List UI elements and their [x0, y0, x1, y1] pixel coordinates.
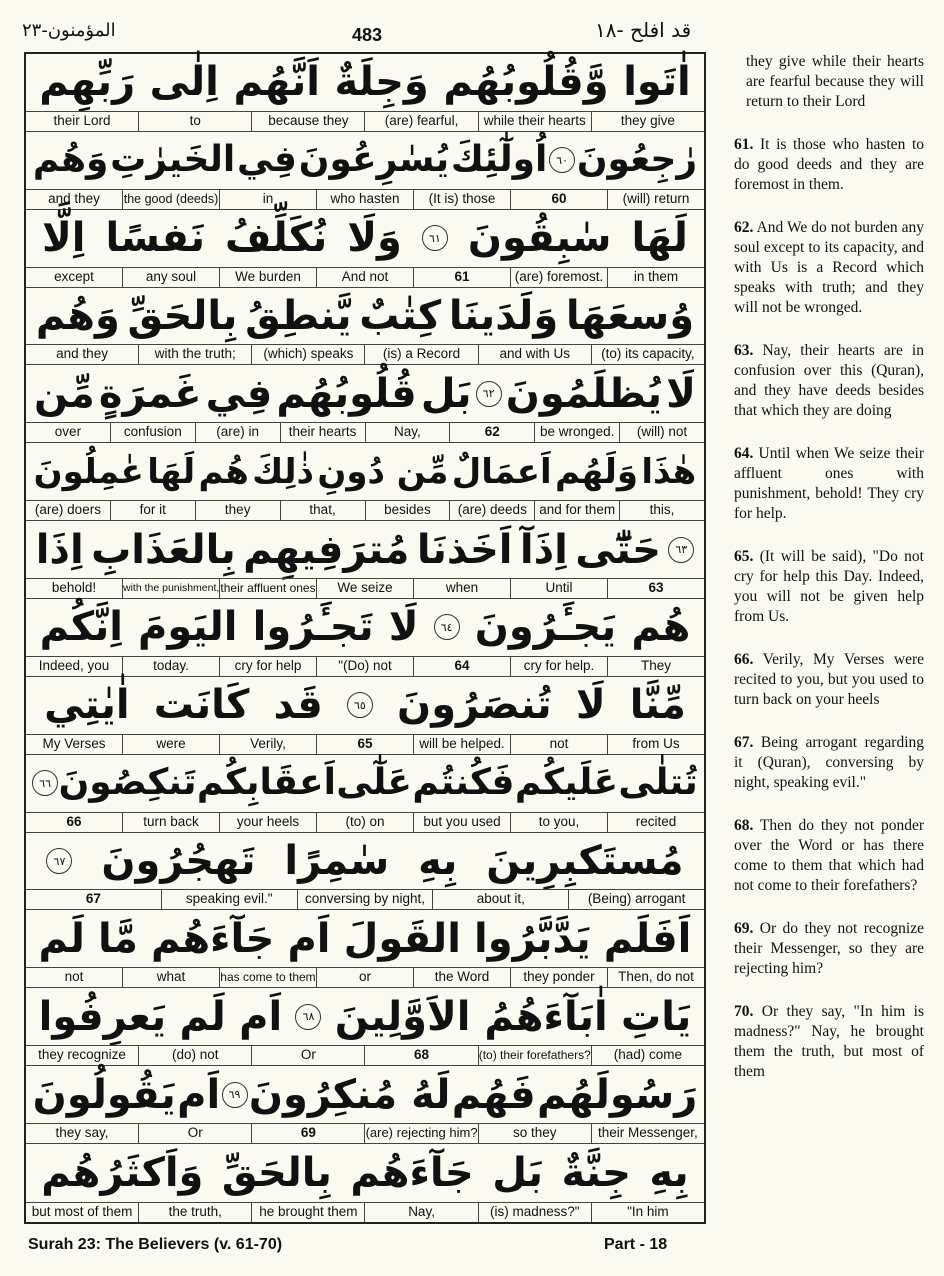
english-row — [26, 344, 704, 365]
arabic-row — [26, 677, 704, 734]
translation-text: (It will be said), "Do not cry for help this Day. Indeed, you will not be given help from Us. — [734, 548, 924, 625]
english-row — [26, 734, 704, 755]
word-meaning-cell: in — [219, 190, 316, 209]
arabic-word: حَتّٰٓى — [575, 526, 661, 573]
translation-verse-number: 63. — [734, 342, 754, 359]
word-meaning-cell: My Verses — [42, 735, 106, 751]
arabic-word: اٰتَوا — [623, 59, 691, 106]
arabic-word: لَا — [575, 682, 606, 729]
translation-verse — [734, 218, 924, 318]
arabic-word: غَمرَةٍ — [98, 370, 202, 417]
arabic-row — [26, 1144, 704, 1202]
verse-number-cell: 67 — [85, 891, 101, 907]
translation-text: Until when We seize their affluent ones with punishment, behold! They cry for help. — [734, 445, 925, 522]
word-by-word-grid — [24, 52, 706, 1224]
translation-text: It is those who hasten to do good deeds and they are foremost in them. — [734, 136, 924, 193]
english-row — [26, 189, 704, 210]
verse-marker: ٦٧ — [46, 848, 72, 874]
translation-column — [734, 52, 924, 1105]
word-meaning-cell: they give — [591, 112, 704, 131]
translation-text: they give while their hearts are fearful because they will return to their Lord — [746, 53, 924, 110]
word-meaning-cell: about it, — [432, 890, 568, 909]
english-row — [26, 500, 704, 521]
arabic-word: اَفَلَم — [603, 915, 692, 962]
arabic-word: سٰمِرًا — [284, 838, 390, 885]
word-meaning-cell: they — [195, 501, 280, 520]
word-meaning-cell: (are) rejecting him? — [364, 1124, 477, 1143]
arabic-word: تَجـَٔرُوا — [252, 604, 374, 651]
word-meaning-cell: (It is) those — [413, 190, 510, 209]
arabic-word: لَا — [388, 604, 419, 651]
arabic-row — [26, 521, 704, 578]
word-meaning-cell: they ponder — [510, 968, 607, 987]
arabic-word: مِّن — [34, 370, 95, 417]
word-meaning-cell: and they — [56, 346, 108, 362]
arabic-word: عٰمِلُونَ — [33, 451, 144, 492]
word-meaning-cell: (will) return — [607, 190, 704, 209]
arabic-word: ذٰلِكَ — [252, 451, 314, 492]
page-number: 483 — [352, 25, 383, 45]
word-meaning-cell: so they — [478, 1124, 591, 1143]
translation-verse-number: 70. — [734, 1003, 754, 1020]
arabic-word: مُستَكبِرِينَ — [486, 838, 684, 885]
word-meaning-cell: Nay, — [364, 1203, 477, 1222]
quran-line — [26, 833, 704, 911]
word-meaning-cell: "In him — [591, 1203, 704, 1222]
arabic-word: اِذَا — [35, 526, 84, 573]
translation-verse-number: 65. — [734, 548, 754, 565]
quran-line — [26, 1066, 704, 1144]
translation-text: Or do they not recognize their Messenger, so they are rejecting him? — [734, 920, 924, 977]
word-meaning-cell: their Lord — [53, 112, 111, 128]
verse-marker: ٦١ — [422, 225, 448, 251]
word-meaning-cell: who hasten — [316, 190, 413, 209]
arabic-row — [26, 599, 704, 656]
arabic-row — [26, 365, 704, 422]
verse-marker: ٦٨ — [295, 1004, 321, 1030]
translation-verse — [734, 1002, 924, 1082]
arabic-word: اَم — [239, 993, 283, 1040]
quran-line — [26, 365, 704, 443]
translation-verse — [734, 919, 924, 979]
word-meaning-cell: in them — [607, 268, 704, 287]
translation-verse-number: 61. — [734, 136, 754, 153]
arabic-word: بِالعَذَابِ — [91, 526, 236, 573]
arabic-word: هُم — [198, 451, 249, 492]
arabic-word: اَم — [287, 915, 331, 962]
word-meaning-cell: and for them — [534, 501, 619, 520]
english-row — [26, 267, 704, 288]
verse-marker: ٦٩ — [222, 1082, 248, 1108]
arabic-word: نَفسًا — [105, 215, 205, 262]
word-meaning-cell: to — [138, 112, 251, 131]
arabic-word: وَّقُلُوبُهُم — [443, 59, 609, 106]
word-meaning-cell: We burden — [219, 268, 316, 287]
word-meaning-cell: confusion — [110, 423, 195, 442]
word-meaning-cell: with the punishment, — [122, 579, 219, 598]
word-meaning-cell: be wronged. — [534, 423, 619, 442]
arabic-word: وَلَهُم — [555, 451, 639, 492]
word-meaning-cell: but most of them — [31, 1203, 133, 1219]
word-meaning-cell: (are) fearful, — [364, 112, 477, 131]
quran-line — [26, 443, 704, 521]
arabic-word: اِذَآ — [519, 526, 568, 573]
arabic-word: اليَومَ — [138, 604, 238, 651]
translation-verse-number: 69. — [734, 920, 754, 937]
verse-marker: ٦٢ — [476, 381, 502, 407]
arabic-word: اِلَّا — [41, 215, 86, 262]
word-meaning-cell: (is) a Record — [364, 345, 477, 364]
translation-verse — [734, 650, 924, 710]
verse-marker: ٦٦ — [32, 770, 58, 796]
verse-number-cell: 68 — [364, 1046, 477, 1065]
word-meaning-cell: their Messenger, — [591, 1124, 704, 1143]
word-meaning-cell: to you, — [510, 813, 607, 832]
verse-marker: ٦٤ — [434, 614, 460, 640]
arabic-word: مِّنَّا — [629, 682, 686, 729]
arabic-word: عَلٰٓى — [336, 762, 412, 804]
arabic-word: سٰبِقُونَ — [467, 215, 612, 262]
arabic-word: كِتٰبٌ — [359, 293, 442, 339]
arabic-row — [26, 755, 704, 812]
arabic-word: جِنَّةٌ — [561, 1149, 631, 1196]
word-meaning-cell: recited — [607, 813, 704, 832]
word-meaning-cell: has come to them — [219, 968, 316, 987]
verse-marker: ٦٣ — [668, 537, 694, 563]
word-meaning-cell: he brought them — [251, 1203, 364, 1222]
arabic-word: لَا — [666, 370, 696, 417]
translation-text: And We do not burden any soul except to its capacity, and with Us is a Record which speaks with truth; and they will not be wronged. — [734, 219, 924, 316]
word-meaning-cell: We seize — [316, 579, 413, 598]
arabic-word: اَنَّهُم — [233, 59, 320, 106]
arabic-word: تَنكِصُونَ — [58, 762, 197, 804]
translation-verse — [734, 52, 924, 112]
arabic-word: اَعقَابِكُم — [196, 762, 336, 804]
word-meaning-cell: Or — [138, 1124, 251, 1143]
arabic-word: رَبِّهِم — [39, 59, 136, 106]
arabic-word: فِي — [236, 139, 297, 181]
word-meaning-cell: because they — [251, 112, 364, 131]
word-meaning-cell: (will) not — [619, 423, 704, 442]
word-meaning-cell: (are) in — [195, 423, 280, 442]
word-meaning-cell: (are) deeds — [449, 501, 534, 520]
verse-number-cell: 66 — [66, 813, 82, 829]
arabic-word: هُم — [631, 604, 691, 651]
translation-text: Or they say, "In him is madness?" Nay, he brought them the truth, but most of them — [734, 1003, 925, 1080]
word-meaning-cell: Then, do not — [607, 968, 704, 987]
word-meaning-cell: besides — [365, 501, 450, 520]
english-row — [26, 1045, 704, 1066]
arabic-word: اٰبَآءَهُمُ الاَوَّلِينَ — [334, 993, 608, 1040]
arabic-row — [26, 132, 704, 189]
quran-line — [26, 521, 704, 599]
word-meaning-cell: turn back — [122, 813, 219, 832]
verse-number-cell: 65 — [316, 735, 413, 754]
quran-line — [26, 132, 704, 210]
arabic-word: قَد — [273, 682, 323, 729]
word-meaning-cell: with the truth; — [138, 345, 251, 364]
arabic-word: تُنصَرُونَ — [397, 682, 552, 729]
arabic-word: اُولٰٓئِكَ — [450, 139, 548, 181]
arabic-row — [26, 1066, 704, 1123]
word-meaning-cell: cry for help. — [510, 657, 607, 676]
word-meaning-cell: not — [64, 969, 84, 985]
arabic-word: الخَيرٰتِ — [110, 139, 236, 181]
english-row — [26, 656, 704, 677]
verse-number-cell: 69 — [251, 1124, 364, 1143]
word-meaning-cell: were — [122, 735, 219, 754]
arabic-word: لَهَا — [147, 451, 196, 492]
arabic-word: يَجـَٔرُونَ — [474, 604, 617, 651]
verse-number-cell: 60 — [510, 190, 607, 209]
arabic-word: لَم — [179, 993, 226, 1040]
arabic-word: لَهُ مُنكِرُونَ — [248, 1071, 451, 1118]
arabic-word: هٰذَا — [641, 451, 697, 492]
arabic-row — [26, 833, 704, 890]
arabic-word: وَهُم — [32, 139, 109, 181]
quran-line — [26, 1144, 704, 1222]
word-meaning-cell: Or — [251, 1046, 364, 1065]
word-meaning-cell: (to) its capacity, — [591, 345, 704, 364]
part-label: Part - 18 — [604, 1236, 668, 1253]
translation-text: Nay, their hearts are in confusion over this (Quran), and they have deeds besides that which they are doing — [734, 342, 924, 419]
translation-verse — [734, 135, 924, 195]
arabic-word: فَكُنتُم — [412, 762, 515, 804]
word-meaning-cell: (Being) arrogant — [568, 890, 704, 909]
word-meaning-cell: (to) on — [316, 813, 413, 832]
arabic-word: اَخَذنَا — [416, 526, 513, 573]
word-meaning-cell: the truth, — [138, 1203, 251, 1222]
arabic-word: بَل — [420, 370, 472, 417]
arabic-word: مِّن دُونِ — [317, 451, 449, 492]
word-meaning-cell: their affluent ones — [219, 579, 316, 598]
arabic-word: يَدَّبَّرُوا — [474, 915, 591, 962]
arabic-word: وَجِلَةٌ — [334, 59, 429, 106]
english-row — [26, 889, 704, 910]
word-meaning-cell: cry for help — [219, 657, 316, 676]
word-meaning-cell: they say, — [55, 1125, 109, 1141]
arabic-word: اَم — [177, 1071, 221, 1118]
surah-reference: المؤمنون-٢٣ — [22, 20, 116, 41]
word-meaning-cell: that, — [280, 501, 365, 520]
word-meaning-cell: Verily, — [219, 735, 316, 754]
word-meaning-cell: from Us — [607, 735, 704, 754]
arabic-word: فِي — [205, 370, 273, 417]
arabic-word: بِهِ — [418, 838, 458, 885]
arabic-word: مَّا — [98, 915, 138, 962]
arabic-row — [26, 210, 704, 267]
word-meaning-cell: while their hearts — [478, 112, 591, 131]
quran-line — [26, 54, 704, 132]
translation-text: Then do they not ponder over the Word or has there come to them that which had not come to their forefathers? — [734, 817, 924, 894]
arabic-row — [26, 910, 704, 967]
word-meaning-cell: Nay, — [365, 423, 450, 442]
word-meaning-cell: (is) madness?" — [478, 1203, 591, 1222]
arabic-word: رَسُولَهُم — [537, 1071, 698, 1118]
word-meaning-cell: (which) speaks — [251, 345, 364, 364]
surah-title: Surah 23: The Believers (v. 61-70) — [28, 1236, 283, 1253]
arabic-word: جَآءَهُم — [150, 915, 275, 962]
word-meaning-cell: any soul — [122, 268, 219, 287]
word-meaning-cell: except — [54, 268, 94, 284]
arabic-word: بِالحَقِّ — [221, 1149, 332, 1196]
quran-line — [26, 210, 704, 288]
arabic-row — [26, 443, 704, 500]
arabic-word: وَهُم — [35, 293, 120, 339]
word-meaning-cell: will be helped. — [413, 735, 510, 754]
word-meaning-cell: conversing by night, — [297, 890, 433, 909]
translation-verse — [734, 444, 924, 524]
arabic-word: يُظلَمُونَ — [505, 370, 663, 417]
arabic-word: اٰيٰتِي — [44, 682, 130, 729]
word-meaning-cell: not — [510, 735, 607, 754]
arabic-word: القَولَ — [343, 915, 461, 962]
arabic-word: قُلُوبُهُم — [276, 370, 417, 417]
verse-number-cell: 61 — [413, 268, 510, 287]
word-meaning-cell: and with Us — [478, 345, 591, 364]
arabic-word: يَّنطِقُ — [245, 293, 352, 339]
word-meaning-cell: your heels — [219, 813, 316, 832]
quran-line — [26, 288, 704, 366]
quran-line — [26, 677, 704, 755]
arabic-word: اِنَّكُم — [39, 604, 123, 651]
arabic-row — [26, 288, 704, 345]
arabic-word: رٰجِعُونَ — [576, 139, 698, 181]
translation-verse — [734, 733, 924, 793]
english-row — [26, 422, 704, 443]
word-meaning-cell: Indeed, you — [38, 657, 110, 673]
arabic-word: وَاَكثَرُهُم — [41, 1149, 204, 1196]
translation-verse — [734, 816, 924, 896]
word-meaning-cell: or — [316, 968, 413, 987]
translation-verse-number: 66. — [734, 651, 754, 668]
translation-verse-number: 67. — [734, 734, 754, 751]
word-meaning-cell: for it — [110, 501, 195, 520]
arabic-word: وَلَا — [347, 215, 402, 262]
arabic-word: جَآءَهُم — [350, 1149, 474, 1196]
word-meaning-cell: They — [607, 657, 704, 676]
english-row — [26, 111, 704, 132]
word-meaning-cell: the good (deeds) — [122, 190, 219, 209]
word-meaning-cell: And not — [316, 268, 413, 287]
arabic-word: كَانَت — [153, 682, 250, 729]
word-meaning-cell: "(Do) not — [316, 657, 413, 676]
arabic-word: يَاتِ — [621, 993, 692, 1040]
word-meaning-cell: over — [54, 424, 82, 440]
arabic-word: تَهجُرُونَ — [101, 838, 256, 885]
quran-line — [26, 599, 704, 677]
arabic-word: فَهُم — [451, 1071, 536, 1118]
word-meaning-cell: (are) doers — [34, 502, 101, 518]
word-meaning-cell: speaking evil." — [161, 890, 297, 909]
verse-number-cell: 63 — [607, 579, 704, 598]
arabic-word: بِهِ — [649, 1149, 689, 1196]
quran-line — [26, 910, 704, 988]
verse-marker: ٦٥ — [347, 692, 373, 718]
arabic-row — [26, 54, 704, 111]
word-meaning-cell: their hearts — [280, 423, 365, 442]
translation-verse-number: 62. — [734, 219, 754, 236]
word-meaning-cell: behold! — [51, 580, 97, 596]
arabic-word: تُتلٰى — [618, 762, 698, 804]
english-row — [26, 1123, 704, 1144]
verse-number-cell: 62 — [449, 423, 534, 442]
word-meaning-cell: Until — [510, 579, 607, 598]
arabic-word: اَعمَالٌ — [451, 451, 552, 492]
english-row — [26, 812, 704, 833]
arabic-word: عَلَيكُم — [514, 762, 619, 804]
word-meaning-cell: and they — [48, 190, 100, 206]
translation-verse-number: 68. — [734, 817, 754, 834]
verse-number-cell: 64 — [413, 657, 510, 676]
word-meaning-cell: (had) come — [591, 1046, 704, 1065]
english-row — [26, 1202, 704, 1222]
word-meaning-cell: (do) not — [138, 1046, 251, 1065]
word-meaning-cell: they recognize — [38, 1047, 126, 1063]
arabic-word: لَم — [38, 915, 85, 962]
arabic-word: وَلَدَينَا — [448, 293, 559, 339]
english-row — [26, 967, 704, 988]
word-meaning-cell: (are) foremost. — [510, 268, 607, 287]
arabic-word: مُترَفِيهِم — [243, 526, 410, 573]
page-header — [0, 0, 944, 50]
word-meaning-cell: when — [413, 579, 510, 598]
arabic-word: بَل — [492, 1149, 543, 1196]
verse-marker: ٦٠ — [549, 147, 575, 173]
word-meaning-cell: what — [122, 968, 219, 987]
arabic-word: اِلٰى — [149, 59, 219, 106]
word-meaning-cell: (to) their forefathers? — [478, 1046, 591, 1065]
juz-reference: قد افلح -١٨ — [595, 18, 692, 42]
arabic-word: يُسٰرِعُونَ — [298, 139, 450, 181]
arabic-word: بِالحَقِّ — [127, 293, 238, 339]
english-row — [26, 578, 704, 599]
translation-text: Verily, My Verses were recited to you, but you used to turn back on your heels — [734, 651, 924, 708]
arabic-word: نُكَلِّفُ — [224, 215, 328, 262]
translation-verse — [734, 547, 924, 627]
arabic-word: يَقُولُونَ — [32, 1071, 176, 1118]
arabic-row — [26, 988, 704, 1045]
arabic-word: وُسعَهَا — [565, 293, 695, 339]
translation-text: Being arrogant regarding it (Quran), conversing by night, speaking evil." — [734, 734, 925, 791]
quran-line — [26, 988, 704, 1066]
arabic-word: لَهَا — [631, 215, 688, 262]
translation-verse-number: 64. — [734, 445, 754, 462]
word-meaning-cell: but you used — [413, 813, 510, 832]
word-meaning-cell: the Word — [413, 968, 510, 987]
word-meaning-cell: today. — [122, 657, 219, 676]
arabic-word: يَعرِفُوا — [38, 993, 167, 1040]
translation-verse — [734, 341, 924, 421]
word-meaning-cell: this, — [619, 501, 704, 520]
quran-line — [26, 755, 704, 833]
